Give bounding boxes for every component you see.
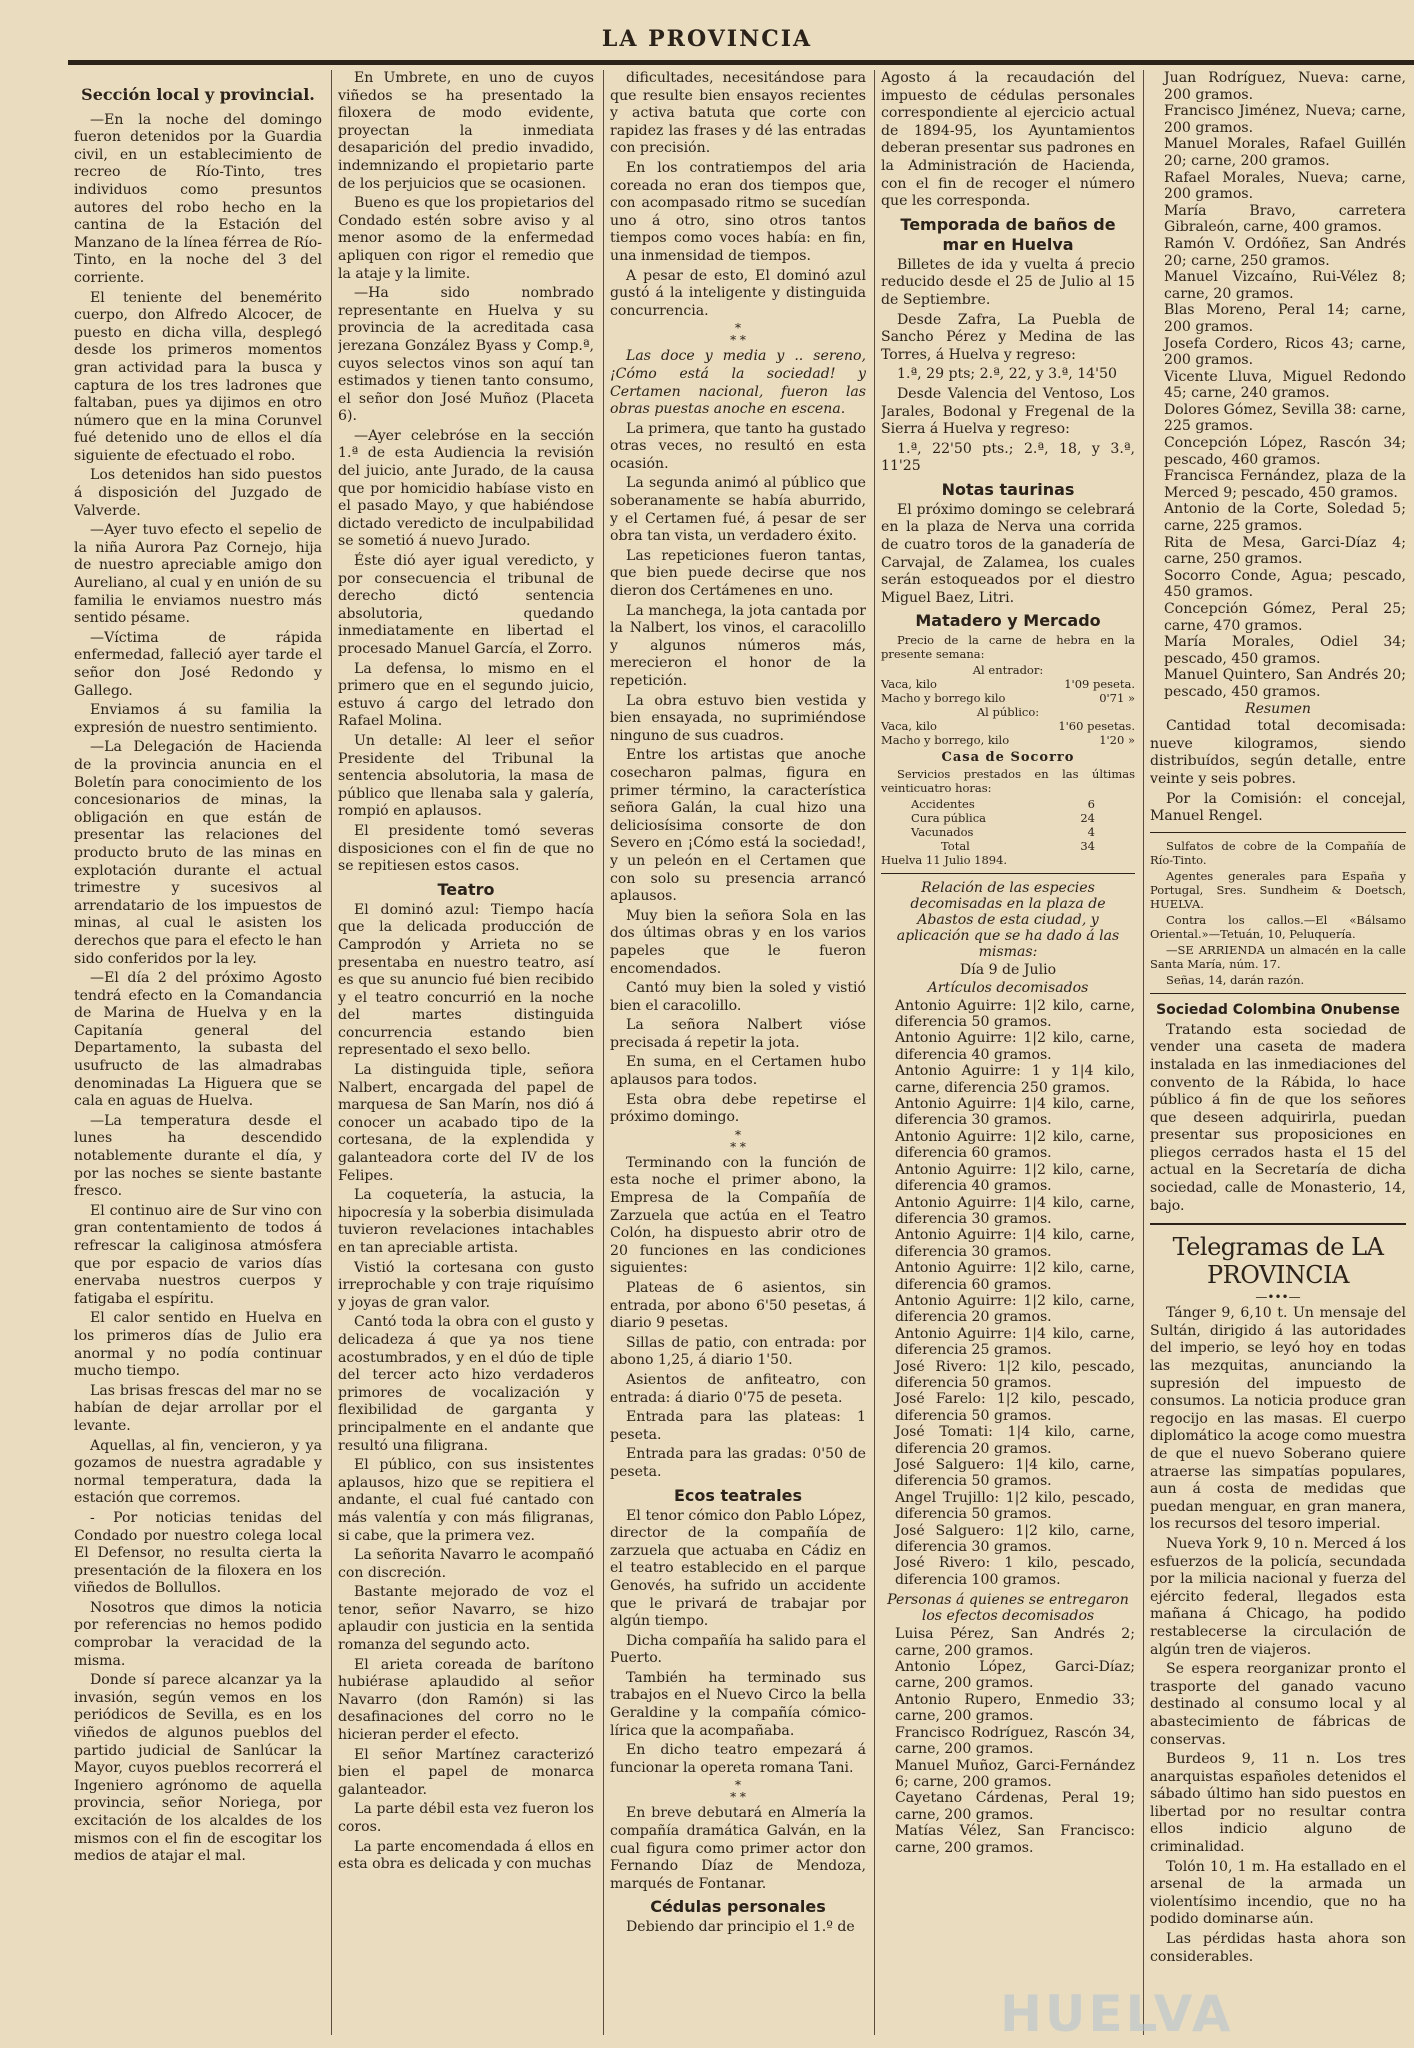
sociedad-heading: Sociedad Colombina Onubense [1156,1001,1400,1018]
column-2-paragraphs-b [338,902,594,1874]
paragraph: La manchega, la jota cantada por la Nalbert, los vinos, el caracolillo y algunos números más, merecieron el honor de la repetición. [610,602,866,689]
paragraph: 1.ª, 29 pts; 2.ª, 22, y 3.ª, 14'50 [897,366,1117,383]
paragraph: Las doce y media y .. sereno, ¡Cómo está la sociedad! y Certamen nacional, fueron las obras puestas anoche en escena. [610,348,866,418]
telegramas-paragraphs [1150,1305,1406,1966]
paragraph: —SE ARRIENDA un almacén en la calle Santa María, núm. 17. [1150,942,1406,971]
matadero-intro: Precio de la carne de hebra en la presente semana: [881,633,1135,662]
row-value: 6 [1087,797,1095,812]
al-publico-label: Al público: [976,705,1040,720]
paragraph: Dolores Gómez, Sevilla 38: carne, 225 gramos. [1164,401,1406,435]
matadero-heading: Matadero y Mercado [915,611,1101,631]
personas-list-continued [1150,70,1406,701]
paragraph: Señas, 14, darán razón. [1166,972,1305,987]
paragraph: Tolón 10, 1 m. Ha estallado en el arsenal de la armada un violentísimo incendio, que no ha podido dominarse aún. [1150,1858,1406,1928]
column-3-paragraphs-a [610,70,866,320]
column-2 [338,70,594,2045]
paragraph: Manuel Morales, Rafael Guillén 20; carne, 200 gramos. [1164,136,1406,169]
cedulas-continuation: Agosto á la recaudación del impuesto de cédulas personales correspondiente al ejercicio actual de 1894-95, los Ayuntamientos deberan presentar sus padrones en la Administración de Hacienda, con el fin de recoger el número que les corresponda. [881,70,1135,210]
paragraph: Francisco Rodríguez, Rascón 34, carne, 200 gramos. [895,1724,1135,1758]
paragraph: Asientos de anfiteatro, con entrada: á diario 0'75 de peseta. [610,1371,866,1406]
paragraph: La coquetería, la astucia, la hipocresía y la soberbia disimulada tuvieron revelaciones intachables en tan apreciable artista. [338,1187,594,1256]
paragraph: Las pérdidas hasta ahora son considerables. [1150,1931,1406,1965]
socorro-total-row [881,839,1135,853]
paragraph: El dominó azul: Tiempo hacía que la delicada producción de Camprodón y Arrieta no se presentaba en nuestro teatro, así es que su anuncio fué bien recibido y el teatro concurrió en la noche del martes distinguida concurrencia estando bien representado el sexo bello. [338,901,594,1059]
paragraph: Manuel Muñoz, Garci-Fernández 6; carne, 200 gramos. [895,1757,1135,1790]
paragraph: Antonio Aguirre: 1|4 kilo, carne, diferencia 30 gramos. [895,1096,1135,1129]
paragraph: dificultades, necesitándose para que resulte bien ensayos recientes y activa batuta que corte con rapidez las frases y dé las entradas con precisión. [610,70,866,157]
paragraph: Manuel Quintero, San Andrés 20; pescado, 450 gramos. [1164,667,1406,700]
paragraph: Josefa Cordero, Ricos 43; carne, 200 gramos. [1164,335,1406,369]
cedulas-text: Debiendo dar principio el 1.º de [626,1919,855,1936]
paragraph: Las repeticiones fueron tantas, que bien puede decirse que nos dieron dos Certámenes en uno. [610,547,866,600]
paragraph: Agentes generales para España y Portugal, Sres. Sundheim & Doetsch, HUELVA. [1150,868,1406,911]
paragraph: —Ayer tuvo efecto el sepelio de la niña Aurora Paz Cornejo, hija de nuestro apreciable amigo don Aureliano, al cual y en unión de su familia le enviamos nuestro más sentido pésame. [74,522,322,627]
cedulas-heading: Cédulas personales [650,1897,826,1917]
paragraph: Rita de Mesa, Garci-Díaz 4; carne, 250 gramos. [1164,534,1406,568]
paragraph: Manuel Vizcaíno, Rui-Vélez 8; carne, 20 gramos. [1164,269,1406,302]
column-3-paragraphs-c [610,1155,866,1482]
socorro-heading: Casa de Socorro [941,750,1075,766]
paragraph: El señor Martínez caracterizó bien el papel de monarca galanteador. [338,1746,594,1798]
articulos-heading: Artículos decomisados [927,980,1089,997]
socorro-intro: Servicios prestados en las últimas veinticuatro horas: [881,767,1135,796]
paragraph: José Rivero: 1 kilo, pescado, diferencia 100 gramos. [895,1555,1135,1588]
column-1-paragraphs [74,112,322,1866]
ornament: —•••— [1255,1290,1301,1305]
paragraph: Concepción Gómez, Peral 25; carne, 470 gramos. [1164,601,1406,634]
ecos-heading: Ecos teatrales [674,1485,802,1505]
row-label: Vacunados [911,825,974,840]
paragraph: Nueva York 9, 10 n. Merced á los esfuerzos de la policía, secundada por la milicia nacional y fuerza del ejército federal, llegados esta mañana á Chicago, ha podido restablecerse la circulación de algún tren de viajeros. [1150,1535,1406,1658]
paragraph: Antonio Aguirre: 1|4 kilo, carne, diferencia 25 gramos. [895,1325,1135,1359]
paragraph: Angel Trujillo: 1|2 kilo, pescado, diferencia 50 gramos. [895,1489,1135,1523]
paragraph: Contra los callos.—El «Bálsamo Oriental.»—Tetuán, 10, Peluquería. [1150,912,1406,941]
paragraph: Burdeos 9, 11 n. Los tres anarquistas españoles detenidos el sábado último han sido puestos en libertad por no resultar contra ellos indicio alguno de criminalidad. [1150,1751,1406,1856]
taurinas-heading: Notas taurinas [941,479,1075,499]
paragraph: Entrada para las gradas: 0'50 de peseta. [610,1446,866,1480]
paragraph: El presidente tomó severas disposiciones con el fin de que no se repitiesen estos casos. [338,822,594,875]
paragraph: Bueno es que los propietarios del Condado estén sobre aviso y al menor asomo de la enfermedad apliquen con rigor el remedio que la ataje y la limite. [338,195,594,282]
price-row [911,797,1095,811]
paragraph: Nosotros que dimos la noticia por referencias no hemos podido comprobar la veracidad de la misma. [74,1599,322,1669]
paragraph: La parte débil esta vez fueron los coros. [338,1801,594,1835]
paragraph: En suma, en el Certamen hubo aplausos para todos. [610,1054,866,1089]
paragraph: También ha terminado sus trabajos en el Nuevo Circo la bella Geraldine y la compañía cómico-lírica que la acompañaba. [610,1669,866,1739]
price-row [911,811,1095,825]
paragraph: La parte encomendada á ellos en esta obra es delicada y con muchas [338,1838,594,1873]
paragraph: José Salguero: 1|2 kilo, carne, diferencia 30 gramos. [895,1522,1135,1556]
paragraph: El público, con sus insistentes aplausos, hizo que se repitiera el andante, el cual fué cantado con más valentía y con más filigranas, si cabe, que la primera vez. [338,1457,594,1544]
telegramas-heading: Telegramas de LA PROVINCIA [1150,1223,1406,1289]
personas-list [881,1626,1135,1856]
paragraph: Antonio Aguirre: 1|4 kilo, carne, diferencia 30 gramos. [895,1227,1135,1260]
paragraph: Las brisas frescas del mar no se habían de dejar arrollar por el levante. [74,1382,322,1434]
paragraph: Tánger 9, 6,10 t. Un mensaje del Sultán, dirigido á las autoridades del imperio, se leyó hoy en todas las mezquitas, anunciando la supresión del impuesto de consumos. La noticia produce gran regocijo en las masas. El cuerpo diplomático la acoge como muestra de que el nuevo Soberano quiere atraerse las simpatías populares, aun á costa de medidas que puedan menguar, en gran manera, los recursos del tesoro imperial. [1150,1305,1406,1533]
paragraph: - Por noticias tenidas del Condado por nuestro colega local El Defensor, no resulta cierta la presentación de la filoxera en los viñedos de Bollullos. [74,1509,322,1597]
paragraph: Antonio Rupero, Enmedio 33; carne, 200 gramos. [895,1691,1135,1725]
paragraph: 1.ª, 22'50 pts.; 2.ª, 18, y 3.ª, 11'25 [881,440,1135,475]
paragraph: Muy bien la señora Sola en las dos últimas obras y en los varios papeles que le fueron encomendados. [610,907,866,977]
advertisements [1150,839,1406,987]
paragraph: —Víctima de rápida enfermedad, falleció ayer tarde el señor don José Redondo y Gallego. [74,629,322,699]
paragraph: Cantó muy bien la soled y vistió bien el caracolillo. [610,980,866,1014]
row-value: 1'09 peseta. [1064,677,1135,692]
price-row [881,733,1135,747]
paragraph: En breve debutará en Almería la compañía dramática Galván, en la cual figura como primer actor don Fernando Díaz de Mendoza, marqués de Fontanar. [610,1805,866,1892]
decomisos-list [881,998,1135,1589]
paragraph: María Morales, Odiel 34; pescado, 450 gramos. [1164,634,1406,667]
paragraph: Juan Rodríguez, Nueva: carne, 200 gramos. [1164,70,1406,103]
paragraph: José Farelo: 1|2 kilo, pescado, diferencia 50 gramos. [895,1391,1135,1424]
masthead-rule [68,60,1414,65]
paragraph: Blas Moreno, Peral 14; carne, 200 gramos. [1164,302,1406,335]
personas-heading: Personas á quienes se entregaron los efectos decomisados [887,1592,1129,1625]
divider [1150,993,1406,994]
paragraph: Terminando con la función de esta noche el primer abono, la Empresa de la Compañía de Zarzuela que actúa en el Teatro Colón, ha dispuesto abrir otro de 20 funciones en las condiciones siguientes: [610,1154,866,1277]
paragraph: La señora Nalbert vióse precisada á repetir la jota. [610,1017,866,1051]
column-3 [610,70,866,2045]
resumen-heading: Resumen [1244,700,1312,717]
column-divider [331,70,332,2035]
paragraph: Donde sí parece alcanzar ya la invasión, según vemos en los periódicos de Sevilla, es en los viñedos de algunos pueblos del partido judicial de Sanlúcar la Mayor, cuyos pueblos recorrerá el Ingeniero agrónomo de aquella provincia, señor Noriega, por excitación de los alcaldes de los mismos con el fin de escogitar los medios de atajar el mal. [74,1672,322,1865]
paragraph: En dicho teatro empezará á funcionar la opereta romana Tani. [610,1742,866,1776]
row-value: 4 [1087,825,1095,840]
taurinas-text: El próximo domingo se celebrará en la plaza de Nerva una corrida de cuatro toros de la ganadería de Carvajal, de Zalamea, los cuales serán estoqueados por el diestro Miguel Baez, Litri. [881,501,1135,606]
paragraph: Concepción López, Rascón 34; pescado, 460 gramos. [1164,435,1406,468]
column-3-paragraphs-e [610,1805,866,1893]
paragraph: Sillas de patio, con entrada: por abono 1,25, á diario 1'50. [610,1334,866,1369]
paragraph: Se espera reorganizar pronto el trasporte del ganado vacuno destinado al consumo local y al abastecimiento de fábricas de conservas. [1150,1661,1406,1748]
paragraph: Luisa Pérez, San Andrés 2; carne, 200 gramos. [895,1626,1135,1659]
paragraph: Francisco Jiménez, Nueva; carne, 200 gramos. [1164,103,1406,136]
paragraph: —En la noche del domingo fueron detenidos por la Guardia civil, en un establecimiento de recreo de Río-Tinto, tres individuos como presuntos autores del robo hecho en la cantina de la Estación del Manzano de la línea férrea de Río-Tinto, en la noche del 3 del corriente. [74,111,322,286]
dia-line: Día 9 de Julio [959,962,1057,979]
separator-asterisks: * * * [730,1778,746,1805]
row-label: Vaca, kilo [881,719,937,734]
paragraph: Bastante mejorado de voz el tenor, señor Navarro, se hizo aplaudir con justicia en la sentida romanza del segundo acto. [338,1584,594,1654]
paragraph: Entre los artistas que anoche cosecharon palmas, figura en primer término, la característica señora Galán, la cual hizo una deliciosísima consorte de don Severo en ¡Cómo está la sociedad!, y un peleón en el Certamen que con solo su presencia arrancó aplausos. [610,747,866,905]
prices-entrador [881,677,1135,705]
row-label: Vaca, kilo [881,677,937,692]
paragraph: José Tomati: 1|4 kilo, carne, diferencia 20 gramos. [895,1424,1135,1457]
masthead: LA PROVINCIA [601,26,813,52]
paragraph: Los detenidos han sido puestos á disposición del Juzgado de Valverde. [74,467,322,519]
paragraph: Matías Vélez, San Francisco: carne, 200 gramos. [895,1823,1135,1856]
paragraph: Desde Zafra, La Puebla de Sancho Pérez y Medina de las Torres, á Huelva y regreso: [881,311,1135,363]
price-row [881,677,1135,691]
column-5 [1150,70,1406,2045]
paragraph: La defensa, lo mismo en el primero que en el segundo juicio, estuvo á cargo del letrado don Rafael Molina. [338,660,594,730]
paragraph: Socorro Conde, Agua; pescado, 450 gramos. [1164,567,1406,601]
paragraph: Vistió la cortesana con gusto irreprochable y con traje riquísimo y joyas de gran valor. [338,1259,594,1311]
column-1 [74,70,322,2045]
paragraph: Ramón V. Ordóñez, San Andrés 20; carne, 250 gramos. [1164,235,1406,269]
date-line: Huelva 11 Julio 1894. [881,853,1008,868]
divider [1150,832,1406,833]
row-label: Cura pública [911,811,986,826]
separator-asterisks: * * * [730,321,746,348]
prices-publico [881,719,1135,747]
paragraph: —La Delegación de Hacienda de la provincia anuncia en el Boletín para conocimiento de los concesionarios de minas, la obligación en que están de presentar las relaciones del producto bruto de las minas en explotación durante el actual trimestre y sucesivos al arrendatario de los impuestos de minas, al cual le asisten los derechos que para el efecto le han sido conferidos por la ley. [74,739,322,967]
paragraph: Entrada para las plateas: 1 peseta. [610,1409,866,1443]
comision-signature: Por la Comisión: el concejal, Manuel Rengel. [1150,790,1406,825]
row-value: 1'20 » [1099,733,1135,748]
watermark-logo: HUELVA [1000,1985,1234,2043]
paragraph: A pesar de esto, El dominó azul gustó á la inteligente y distinguida concurrencia. [610,267,866,319]
row-label: Macho y borrego kilo [881,691,1006,706]
paragraph: Un detalle: Al leer el señor Presidente del Tribunal la sentencia absolutoria, la masa de público que llenaba sala y galería, rompió en aplausos. [338,732,594,820]
al-entrador-label: Al entrador: [972,663,1044,678]
paragraph: En los contratiempos del aria coreada no eran dos tiempos que, con acompasado ritmo se sucedían uno á otro, sino otros tantos tiempos como voces había: en fin, una inmensidad de tiempos. [610,159,866,264]
column-3-paragraphs-b [610,348,866,1127]
paragraph: Antonio Aguirre: 1|2 kilo, carne, diferencia 60 gramos. [895,1128,1135,1162]
paragraph: Antonio Aguirre: 1|2 kilo, carne, diferencia 20 gramos. [895,1292,1135,1326]
paragraph: Desde Valencia del Ventoso, Los Jarales, Bodonal y Fregenal de la Sierra á Huelva y regreso: [881,385,1135,438]
row-value: 0'71 » [1099,691,1135,706]
paragraph: Antonio Aguirre: 1 y 1|4 kilo, carne, diferencia 250 gramos. [895,1063,1135,1096]
paragraph: —Ayer celebróse en la sección 1.ª de esta Audiencia la revisión del juicio, ante Jurado, de la causa que por homicidio habíase visto en el pasado Mayo, y que habiéndose dictado veredicto de inculpabilidad se sometió á nuevo Jurado. [338,427,594,550]
column-divider [603,70,604,2035]
paragraph: La distinguida tiple, señora Nalbert, encargada del papel de marquesa de San Marín, nos dió á conocer un acabado tipo de la cortesana, de la explendida y galanteadora corte del IV de los Felipes. [338,1062,594,1184]
paragraph: El calor sentido en Huelva en los primeros días de Julio era anormal y no podía continuar mucho tiempo. [74,1310,322,1380]
paragraph: —El día 2 del próximo Agosto tendrá efecto en la Comandancia de Marina de Huelva y en la Capitanía general del Departamento, la subasta del usufructo de las almadrabas denominadas La Higuera que se cala en aguas de Huelva. [74,970,322,1110]
relacion-heading: Relación de las especies decomisadas en la plaza de Abastos de esta ciudad, y aplicación que se ha dado á las mismas: [896,880,1120,961]
paragraph: Éste dió ayer igual veredicto, y por consecuencia el tribunal de derecho dictó sentencia absolutoria, quedando inmediatamente en libertad el procesado Manuel García, el Zorro. [338,553,594,657]
paragraph: —Ha sido nombrado representante en Huelva y su provincia de la acreditada casa jerezana González Byass y Comp.ª, cuyos selectos vinos son aquí tan estimados y tienen tanto consumo, el señor don José Muñoz (Placeta 6). [338,285,594,425]
column-divider [874,70,875,2035]
paragraph: Plateas de 6 asientos, sin entrada, por abono 6'50 pesetas, á diario 9 pesetas. [610,1280,866,1332]
banos-heading: Temporada de baños de mar en Huelva [900,214,1116,254]
column-2-paragraphs-a [338,70,594,876]
divider [881,873,1135,874]
row-label: Macho y borrego, kilo [881,733,1010,748]
paragraph: Rafael Morales, Nueva; carne, 200 gramos. [1164,169,1406,203]
paragraph: El continuo aire de Sur vino con gran contentamiento de todos á refrescar la caliginosa atmósfera que por espacio de varios días enervaba nuestros cuerpos y fatigaba el espíritu. [74,1202,322,1307]
resumen-text: Cantidad total decomisada: nueve kilogramos, siendo distribuídos, según detalle, entre veinte y seis pobres. [1150,718,1406,787]
paragraph: La segunda animó al público que soberanamente se había aburrido, y el Certamen fué, á pesar de ser obra tan vista, un verdadero éxito. [610,475,866,545]
paragraph: Antonio Aguirre: 1|2 kilo, carne, diferencia 40 gramos. [895,1161,1135,1195]
paragraph: José Salguero: 1|4 kilo, carne, diferencia 50 gramos. [895,1457,1135,1490]
paragraph: Antonio Aguirre: 1|2 kilo, carne, diferencia 50 gramos. [895,997,1135,1031]
paragraph: José Rivero: 1|2 kilo, pescado, diferencia 50 gramos. [895,1358,1135,1391]
row-value: 24 [1080,811,1095,826]
price-row [911,825,1095,839]
paragraph: —La temperatura desde el lunes ha descendido notablemente durante el día, y por las noches se siente bastante fresco. [74,1112,322,1200]
paragraph: Antonio Aguirre: 1|2 kilo, carne, diferencia 60 gramos. [895,1260,1135,1293]
separator-asterisks: * * * [730,1127,746,1154]
paragraph: El teniente del benemérito cuerpo, don Alfredo Alcocer, de puesto en dicha villa, desplegó desde los primeros momentos gran actividad para la busca y captura de los tres ladrones que faltaban, pues ya dijimos en otro número que en la mina Corunvel fué detenido uno de ellos el día siguiente de efectuado el robo. [74,289,322,464]
price-row [881,719,1135,733]
price-row [881,691,1135,705]
paragraph: María Bravo, carretera Gibraleón, carne, 400 gramos. [1164,202,1406,236]
paragraph: Dicha compañía ha salido para el Puerto. [610,1632,866,1667]
row-label: Accidentes [911,797,975,812]
teatro-heading: Teatro [437,879,495,899]
socorro-rows [881,797,1135,839]
banos-paragraphs [881,257,1135,476]
column-3-paragraphs-d [610,1508,866,1778]
paragraph: Antonio López, Garci-Díaz; carne, 200 gramos. [895,1659,1135,1692]
paragraph: Billetes de ida y vuelta á precio reducido desde el 25 de Julio al 15 de Septiembre. [881,256,1135,308]
paragraph: La obra estuvo bien vestida y bien ensayada, no suprimiéndose ninguno de sus cuadros. [610,692,866,744]
paragraph: La primera, que tanto ha gustado otras veces, no resultó en esta ocasión. [610,420,866,472]
paragraph: Cantó toda la obra con el gusto y delicadeza á que ya nos tiene acostumbrados, y en el dúo de tiple del tercer acto hizo verdaderos primores de vocalización y flexibilidad de garganta y principalmente en el andante que resultó una filigrana. [338,1314,594,1454]
paragraph: Aquellas, al fin, vencieron, y ya gozamos de nuestra agradable y normal temperatura, dada la estación que corremos. [74,1437,322,1507]
section-heading: Sección local y provincial. [81,85,315,104]
total-label: Total [941,839,970,854]
paragraph: El arieta coreada de barítono hubiérase aplaudido al señor Navarro (don Ramón) si las desafinaciones del corro no le hicieran perder el efecto. [338,1656,594,1744]
column-divider [1143,70,1144,2035]
paragraph: Francisca Fernández, plaza de la Merced 9; pescado, 450 gramos. [1164,468,1406,501]
paragraph: El tenor cómico don Pablo López, director de la compañía de zarzuela que actuaba en Cádiz en el teatro establecido en el parque Genovés, ha sufrido un accidente que le privará de trabajar por algún tiempo. [610,1507,866,1630]
paragraph: En Umbrete, en uno de cuyos viñedos se ha presentado la filoxera de modo evidente, proyectan la inmediata desaparición del predio invadido, indemnizando el propietario parte de los perjuicios que se ocasionen. [338,70,594,192]
paragraph: Antonio Aguirre: 1|2 kilo, carne, diferencia 40 gramos. [895,1030,1135,1063]
paragraph: Antonio Aguirre: 1|4 kilo, carne, diferencia 30 gramos. [895,1194,1135,1227]
row-value: 1'60 pesetas. [1058,719,1135,734]
paragraph: Cayetano Cárdenas, Peral 19; carne, 200 gramos. [895,1790,1135,1823]
paragraph: Esta obra debe repetirse el próximo domingo. [610,1091,866,1126]
paragraph: La señorita Navarro le acompañó con discreción. [338,1547,594,1581]
total-value: 34 [1080,839,1095,854]
column-4 [881,70,1135,2045]
paragraph: Sulfatos de cobre de la Compañía de Río-Tinto. [1150,838,1406,867]
paragraph: Enviamos á su familia la expresión de nuestro sentimiento. [74,702,322,736]
paragraph: Antonio de la Corte, Soledad 5; carne, 225 gramos. [1164,501,1406,535]
sociedad-text: Tratando esta sociedad de vender una caseta de madera instalada en las inmediaciones del convento de la Rábida, lo hace público á fin de que los señores que deseen adquirirla, puedan presentar sus proposiciones en pliegos cerrados hasta el 15 del actual en la Secretaría de dicha sociedad, calle de Monasterio, 14, bajo. [1150,1021,1406,1214]
paragraph: Vicente Lluva, Miguel Redondo 45; carne, 240 gramos. [1164,368,1406,402]
